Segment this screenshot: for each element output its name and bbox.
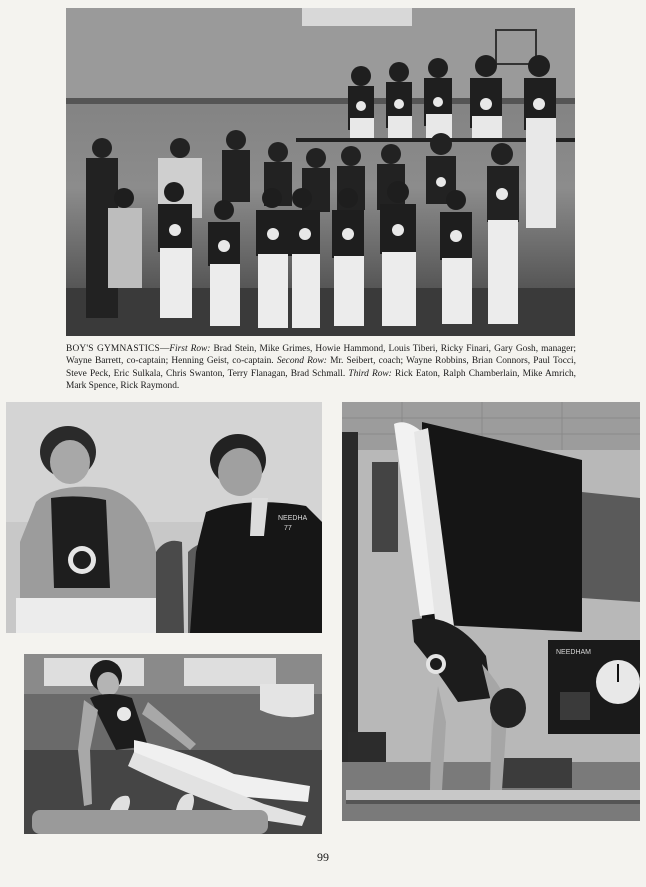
parallel-bars-image bbox=[342, 402, 640, 821]
pommel-horse-photo bbox=[24, 654, 322, 834]
second-row-names: Mr. Seibert, coach; Wayne Robbins, Brian Connors, Paul Tocci, Steve Peck, Eric Sulkala, Chris Swanton, Terry Flanagan, Brad Schmall. bbox=[66, 356, 576, 379]
team-group-photo bbox=[66, 8, 575, 336]
gymnast-and-coach-photo bbox=[6, 402, 322, 633]
jacket-text-line1: NEEDHA bbox=[278, 515, 308, 522]
jacket-text-line2: 77 bbox=[284, 525, 292, 532]
third-row-names: Rick Eaton, Ralph Chamberlain, Mike Amrich, Mark Spence, Rick Raymond. bbox=[66, 368, 577, 392]
parallel-bars-photo bbox=[342, 402, 640, 821]
first-row-label: First Row: bbox=[169, 344, 211, 354]
first-row-names: Brad Stein, Mike Grimes, Howie Hammond, Louis Tiberi, Ricky Finari, Gary Gosh, manager; Wayne Barrett, co-captain; Henning Geist, co-captain. bbox=[66, 344, 577, 367]
scoreboard-label: NEEDHAM bbox=[556, 649, 592, 656]
page-number: 99 bbox=[317, 850, 329, 864]
gymnast-and-coach-image bbox=[6, 402, 322, 633]
caption-title: BOY'S GYMNASTICS bbox=[66, 344, 160, 354]
team-caption: BOY'S GYMNASTICS—First Row: Brad Stein, Mike Grimes, Howie Hammond, Louis Tiberi, Ricky Finari, Gary Gosh, manager; Wayne Barrett, co-captain; Henning Geist, co-captain. Second Row: Mr. Seibert, coach; Wayne Robbins, Brian Connors, Paul Tocci, Steve Peck, Eric Sulkala, Chris Swanton, Terry Flanagan, Brad Schmall. Third Row: Rick Eaton, Ralph Chamberlain, Mike Amrich, Mark Spence, Rick Raymond. bbox=[66, 344, 577, 392]
second-row-label: Second Row: bbox=[276, 356, 327, 367]
third-row-label: Third Row: bbox=[348, 368, 392, 379]
team-group-photo-image bbox=[66, 8, 575, 336]
pommel-horse-image bbox=[24, 654, 322, 834]
